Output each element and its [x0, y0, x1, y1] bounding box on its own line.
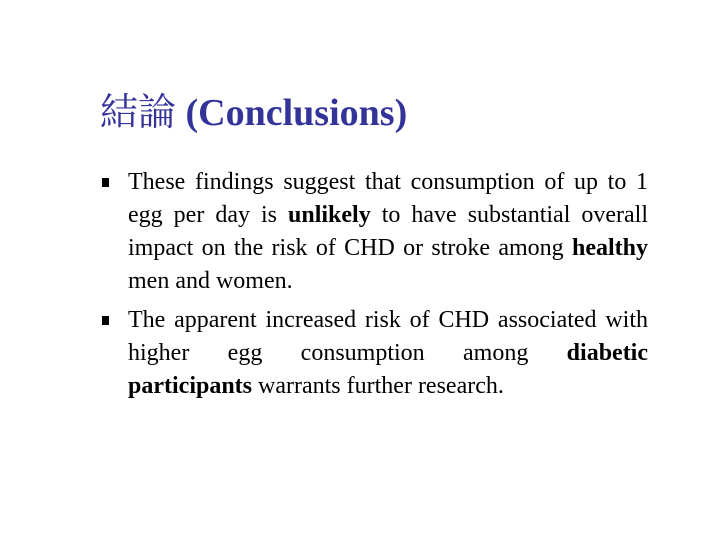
bullet-text-part: These findings suggest that consumption of up to 1 egg per day is	[128, 169, 648, 228]
bullet-text-emphasis: healthy	[571, 235, 648, 261]
slide-title-cjk: 結論	[100, 90, 177, 134]
slide-title-en: (Conclusions)	[185, 92, 408, 134]
bullet-item-2	[100, 304, 648, 403]
bullet-text-part: The apparent increased risk of CHD associated with higher egg consumption among	[128, 307, 648, 366]
bullet-list	[100, 166, 648, 409]
bullet-text-emphasis: unlikely	[288, 202, 371, 228]
slide-title	[100, 84, 407, 141]
bullet-text-emphasis: diabetic participants	[128, 340, 648, 399]
bullet-text-part: to have substantial overall impact on the risk of CHD or stroke among	[128, 202, 648, 261]
bullet-text-part: warrants further research.	[252, 373, 504, 399]
bullet-text-part: men and women.	[128, 268, 293, 294]
square-bullet-icon	[102, 178, 109, 187]
bullet-item-1	[100, 166, 648, 298]
square-bullet-icon	[102, 316, 109, 325]
